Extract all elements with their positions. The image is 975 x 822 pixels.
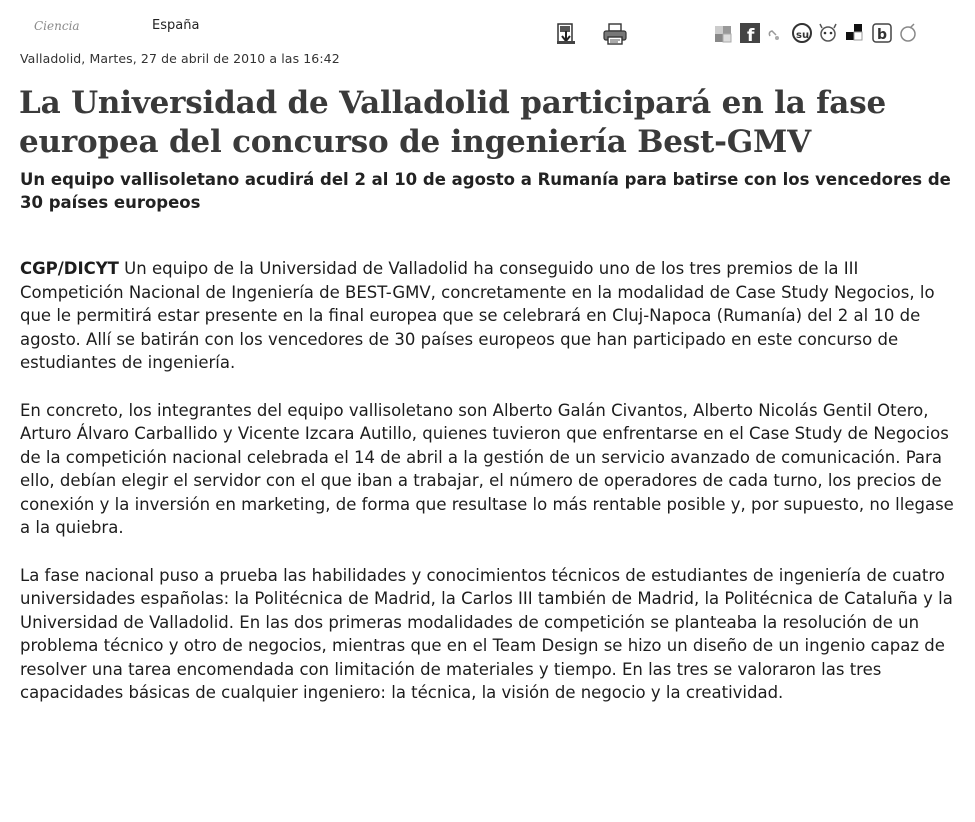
- section-link[interactable]: Ciencia: [34, 19, 80, 33]
- link-icon[interactable]: [764, 20, 788, 46]
- print-icon[interactable]: [602, 22, 628, 46]
- blogger-icon[interactable]: [870, 20, 894, 46]
- article-dateline: Valladolid, Martes, 27 de abril de 2010 a las 16:42: [20, 51, 340, 66]
- delicious-icon[interactable]: [712, 20, 736, 46]
- svg-text:b: b: [877, 27, 888, 43]
- paragraph-text: Un equipo de la Universidad de Valladolid ha conseguido uno de los tres premios de la III Competición Nacional de Ingeniería de BEST-GMV, concretamente en la modalidad de Case Study Negocios, lo que le permitirá estar presente en la final europea que se celebrará en Cluj-Napoca (Rumanía) del 2 al 10 de agosto. Allí se batirán con los vencedores de 30 países europeos que han participado en este concurso de estudiantes de ingeniería.: [20, 259, 935, 372]
- facebook-icon[interactable]: [738, 20, 762, 46]
- article-paragraph: [20, 257, 965, 375]
- svg-text:su: su: [796, 30, 810, 41]
- article-title: La Universidad de Valladolid participará en la fase europea del concurso de ingeniería Best-GMV: [19, 85, 886, 160]
- download-icon[interactable]: [555, 22, 577, 46]
- agency-tag: CGP/DICYT: [20, 259, 119, 278]
- article-subtitle: Un equipo vallisoletano acudirá del 2 al 10 de agosto a Rumanía para batirse con los vencedores de 30 países europeos: [20, 170, 951, 212]
- article-paragraph: La fase nacional puso a prueba las habilidades y conocimientos técnicos de estudiantes de ingeniería de cuatro universidades españolas: la Politécnica de Madrid, la Carlos III también de Madrid, la Politécnica de Cataluña y la Universidad de Valladolid. En las dos primeras modalidades de competición se planteaba la resolución de un problema técnico y otro de negocios, mientras que en el Team Design se hizo un diseño de un ingenio capaz de resolver una tarea encomendada con limitación de materiales y tiempo. En las tres se valoraron las tres capacidades básicas de cualquier ingeniero: la técnica, la visión de negocio y la creatividad.: [20, 565, 953, 702]
- article-paragraph: En concreto, los integrantes del equipo vallisoletano son Alberto Galán Civantos, Alberto Nicolás Gentil Otero, Arturo Álvaro Carballido y Vicente Izcara Autillo, quienes tuvieron que enfrentarse en el Case Study de Negocios de la competición nacional celebrada el 14 de abril a la gestión de un servicio avanzado de comunicación. Para ello, debían elegir el servidor con el que iban a trabajar, el número de operadores de cada turno, los precios de conexión y la inversión en marketing, de forma que resultase lo más rentable posible y, por supuesto, no llegase a la quiebra.: [20, 400, 954, 537]
- google-icon[interactable]: [896, 20, 920, 46]
- country-link[interactable]: España: [152, 18, 200, 33]
- article-body: [20, 257, 965, 729]
- meneame-icon[interactable]: [816, 20, 840, 46]
- svg-text:f: f: [747, 26, 755, 46]
- top-bar: [0, 0, 975, 50]
- technorati-icon[interactable]: [842, 20, 866, 46]
- stumbleupon-icon[interactable]: [790, 20, 814, 46]
- share-bar: [712, 20, 957, 48]
